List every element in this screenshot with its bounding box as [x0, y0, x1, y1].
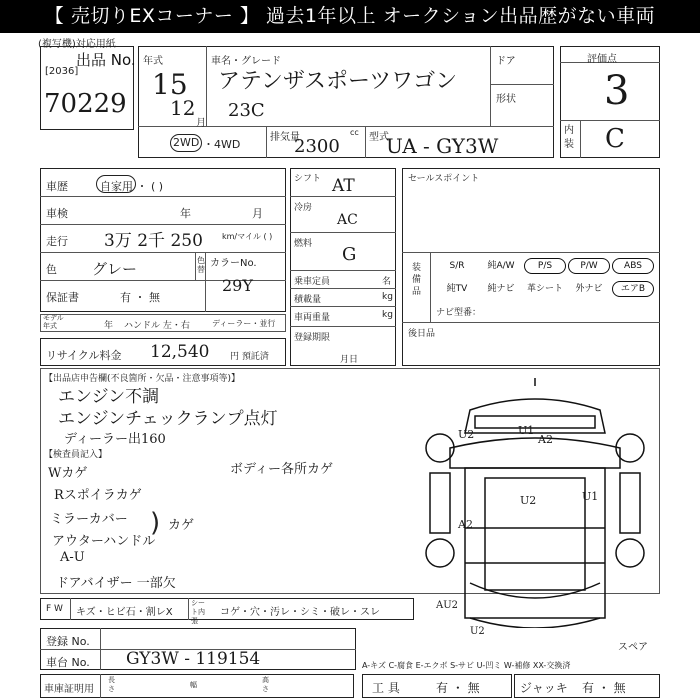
jack-label: ジャッキ	[520, 681, 568, 695]
note-6: カゲ	[168, 518, 195, 533]
interior-value: C	[605, 124, 625, 154]
lot-label: 出品 No.	[76, 51, 136, 69]
warranty-value: 有 ・ 無	[120, 291, 160, 304]
cert-col-1: 長さ	[108, 676, 115, 693]
tools-value: 有 ・ 無	[436, 681, 480, 695]
cert-col-2: 幅	[190, 681, 197, 689]
mileage-value: 3万 2千 250	[104, 231, 203, 251]
banner-title: 【 売切りEXコーナー 】 過去1年以上 オークション出品歴がない車両	[0, 0, 700, 33]
capacity-unit: 名	[382, 277, 392, 287]
fw-text: キズ・ヒビ石・割レX	[76, 607, 173, 618]
drive-2wd: 2WD	[173, 136, 200, 149]
car-name-label: 車名・グレード	[211, 56, 281, 67]
inspection-month: 月	[252, 207, 263, 220]
car-name-value: アテンザスポーツワゴン	[218, 69, 458, 94]
weight-unit: kg	[382, 310, 393, 320]
later-label: 後日品	[408, 329, 436, 339]
equip-row-2	[436, 281, 656, 297]
model-year-label: モデル年式	[43, 314, 64, 330]
load-unit: kg	[382, 292, 393, 302]
lot-sub: [2036]	[45, 66, 79, 77]
month-unit: 月	[196, 118, 206, 129]
fuel-label: 燃料	[294, 239, 313, 249]
handle-label: ハンドル 左・右	[124, 321, 190, 331]
year-label: 年式	[143, 56, 163, 67]
report-heading: 【出品店申告欄(不良箇所・欠品・注意事項等)】	[44, 374, 241, 384]
interior-label: 内装	[564, 125, 574, 150]
dmg-label-3: A2	[538, 433, 553, 446]
grade-value: 23C	[228, 100, 265, 121]
note-3: ボディー各所カゲ	[230, 462, 333, 477]
score-value: 3	[604, 68, 630, 114]
recycle-label: リサイクル料金	[46, 349, 122, 362]
warranty-label: 保証書	[46, 291, 79, 304]
color-no-label: カラーNo.	[210, 258, 257, 269]
displacement-value: 2300	[294, 136, 340, 157]
note-7: A-U	[60, 550, 85, 565]
shift-label: シフト	[294, 174, 322, 184]
displacement-label: 排気量	[270, 132, 300, 143]
model-year-unit: 年	[104, 321, 114, 331]
report-line-3: ディーラー出160	[64, 432, 166, 447]
mileage-label: 走行	[46, 235, 68, 248]
color-no-value: 29Y	[222, 276, 253, 295]
note-4: ミラーカバー	[50, 512, 128, 527]
color-value: グレー	[92, 260, 138, 278]
inspection-year: 年	[180, 207, 191, 220]
color-label: 色	[46, 263, 57, 276]
color-change-label: 色替	[197, 256, 205, 274]
equip-item: 外ナビ	[575, 284, 603, 294]
ac-label: 冷房	[294, 203, 313, 213]
note-2: Rスポイラカゲ	[54, 488, 142, 503]
fw-label: F W	[46, 604, 63, 614]
dmg-label-4: U2	[520, 494, 537, 507]
weight-label: 車両重量	[294, 313, 331, 323]
seat-text: コゲ・穴・汚レ・シミ・破レ・スレ	[220, 607, 380, 618]
fuel-value: G	[342, 244, 357, 265]
equip-item: ABS	[612, 258, 654, 274]
note-5: アウターハンドル	[52, 534, 156, 549]
equip-item: エアB	[612, 281, 654, 297]
seat-label: シート内張	[191, 599, 205, 625]
month-value: 12	[170, 96, 196, 120]
note-top: (複写機)対応用紙	[38, 39, 116, 50]
cert-label: 車庫証明用	[44, 684, 94, 695]
mileage-unit: km/マイル ( )	[222, 232, 273, 241]
score-label: 評価点	[587, 54, 617, 65]
equip-item: P/S	[524, 258, 566, 274]
chassis-value: GY3W - 119154	[126, 649, 261, 669]
dealer-label: ディーラー・並行	[212, 319, 276, 328]
equip-item: 革シート	[526, 284, 563, 294]
displacement-unit: cc	[350, 128, 359, 137]
equip-row-1	[436, 258, 656, 274]
shape-label: 形状	[496, 94, 516, 105]
drive-4wd: ・4WD	[203, 138, 241, 151]
dmg-label-7: AU2	[436, 600, 459, 611]
recycle-unit: 円 預託済	[230, 352, 269, 362]
cert-col-3: 高さ	[262, 676, 269, 693]
recycle-value: 12,540	[150, 342, 210, 362]
damage-legend: A-キズ C-腐食 E-エクボ S-サビ U-凹ミ W-補修 XX-交換済	[362, 661, 571, 670]
inspector-heading: 【検査員記入】	[44, 450, 108, 460]
dmg-label-8: U2	[470, 626, 485, 637]
tools-label: 工 具	[372, 681, 400, 695]
door-label: ドア	[496, 56, 516, 67]
history-value: 自家用 ・ ( )	[100, 180, 164, 193]
chassis-label: 車台 No.	[46, 656, 90, 669]
jack-value: 有 ・ 無	[582, 681, 626, 695]
model-label: 型式	[369, 132, 389, 143]
navi-label: ナビ型番：	[436, 308, 482, 318]
equip-item: 純ナビ	[487, 284, 515, 294]
report-line-2: エンジンチェックランプ点灯	[58, 409, 278, 429]
equip-item: S/R	[449, 261, 465, 271]
dmg-label-5: U1	[582, 490, 599, 503]
registration-label: 登録期限	[294, 333, 331, 343]
equip-label: 装備品	[412, 263, 422, 297]
equip-item: 純TV	[446, 284, 468, 294]
history-label: 車歴	[46, 180, 68, 193]
dmg-label-1: U2	[458, 428, 475, 441]
equip-item: 純A/W	[487, 261, 515, 271]
equip-item: P/W	[568, 258, 610, 274]
inspection-label: 車検	[46, 207, 68, 220]
load-label: 積載量	[294, 295, 322, 305]
capacity-label: 乗車定員	[294, 277, 331, 287]
model-value: UA - GY3W	[386, 134, 499, 158]
sales-label: セールスポイント	[408, 174, 480, 184]
spare-label: スペア	[618, 642, 648, 653]
note-8: ドアバイザー 一部欠	[56, 576, 176, 591]
shift-value: AT	[332, 176, 355, 196]
ac-value: AC	[337, 212, 358, 228]
dmg-label-6: A2	[458, 518, 473, 531]
lot-number: 70229	[44, 89, 127, 119]
dmg-label-2: U1	[518, 424, 535, 437]
report-line-1: エンジン不調	[58, 387, 160, 407]
reg-label: 登録 No.	[46, 635, 90, 648]
note-1: Wカゲ	[48, 466, 88, 481]
year-value: 15	[152, 68, 188, 101]
registration-unit: 月日	[340, 355, 359, 365]
